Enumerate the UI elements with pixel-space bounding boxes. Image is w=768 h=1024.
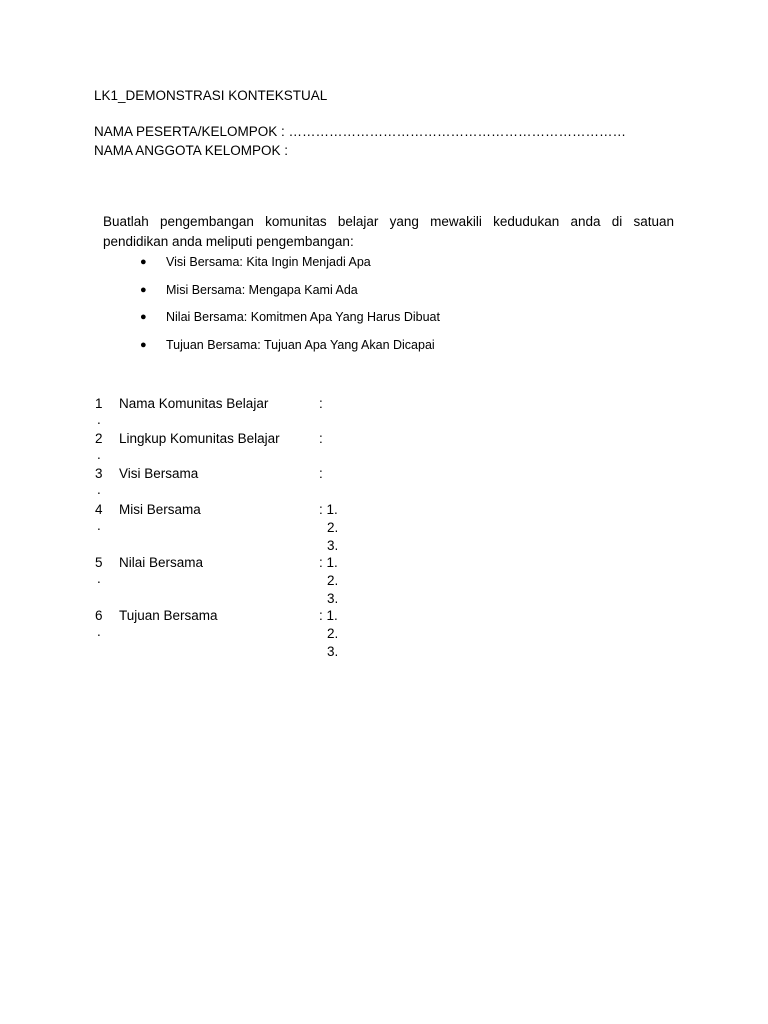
row-sub-item: 3. (327, 538, 339, 553)
row-number-dot: . (97, 412, 101, 427)
bullet-icon: ● (140, 338, 147, 351)
row-number: 4 (95, 502, 103, 517)
row-colon: : (319, 466, 323, 481)
row-number: 2 (95, 431, 103, 446)
row-label: Tujuan Bersama (119, 608, 218, 623)
row-number-dot: . (97, 447, 101, 462)
row-sub-item: 2. (327, 573, 339, 588)
participant-name-field: NAMA PESERTA/KELOMPOK : ………………………………………………………………… (94, 124, 627, 139)
row-number: 3 (95, 466, 103, 481)
document-title: LK1_DEMONSTRASI KONTEKSTUAL (94, 88, 328, 103)
row-sub-item: 2. (327, 520, 339, 535)
bullet-text: Misi Bersama: Mengapa Kami Ada (166, 282, 358, 297)
instruction-paragraph: Buatlah pengembangan komunitas belajar yang mewakili kedudukan anda di satuan pendidikan anda meliputi pengembangan: (103, 214, 674, 249)
row-number-dot: . (97, 518, 101, 533)
bullet-text: Nilai Bersama: Komitmen Apa Yang Harus Dibuat (166, 310, 440, 324)
row-colon: : 1. (319, 555, 338, 570)
group-members-field: NAMA ANGGOTA KELOMPOK : (94, 143, 289, 158)
row-colon: : 1. (319, 502, 338, 517)
bullet-icon: ● (140, 311, 147, 323)
row-number: 6 (95, 608, 103, 623)
row-colon: : (319, 431, 323, 446)
bullet-text: Tujuan Bersama: Tujuan Apa Yang Akan Dicapai (166, 337, 435, 352)
row-sub-item: 2. (327, 626, 339, 641)
row-label: Lingkup Komunitas Belajar (119, 431, 280, 446)
row-sub-item: 3. (327, 591, 339, 606)
row-label: Nilai Bersama (119, 555, 204, 570)
row-label: Misi Bersama (119, 502, 201, 517)
row-label: Visi Bersama (119, 466, 199, 481)
row-label: Nama Komunitas Belajar (119, 396, 269, 411)
bullet-text: Visi Bersama: Kita Ingin Menjadi Apa (166, 255, 371, 269)
row-colon: : 1. (319, 608, 338, 623)
bullet-icon: ● (140, 256, 147, 268)
row-colon: : (319, 396, 323, 411)
row-number-dot: . (97, 624, 101, 639)
row-sub-item: 3. (327, 644, 339, 659)
row-number-dot: . (97, 482, 101, 497)
row-number: 1 (95, 396, 103, 411)
row-number: 5 (95, 555, 103, 570)
bullet-icon: ● (140, 283, 147, 296)
row-number-dot: . (97, 571, 101, 586)
